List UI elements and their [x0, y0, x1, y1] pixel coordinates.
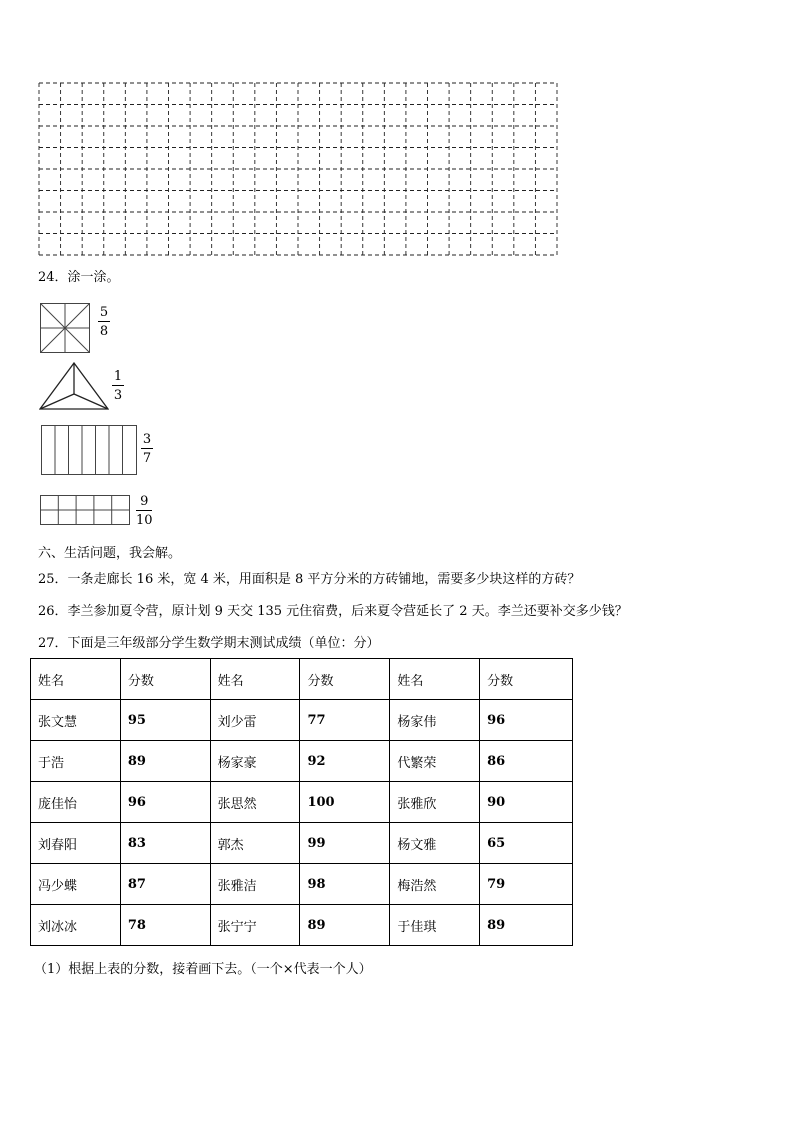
score-cell: 90: [480, 782, 573, 823]
table-row: [31, 741, 573, 782]
score-cell: 65: [480, 823, 573, 864]
student-name-cell: 冯少蝶: [31, 864, 121, 905]
fraction-denominator: 7: [142, 451, 152, 466]
fraction-numerator: 9: [140, 494, 149, 509]
score-cell: 92: [300, 741, 390, 782]
section-6-title: 六、生活问题，我会解。: [38, 546, 182, 561]
score-cell: 96: [120, 782, 210, 823]
header-score-cell: 分数: [120, 659, 210, 700]
score-cell: 86: [480, 741, 573, 782]
question-27-part-1: （1）根据上表的分数，接着画下去。（一个×代表一个人）: [34, 962, 372, 977]
score-cell: 95: [120, 700, 210, 741]
student-name-cell: 于浩: [31, 741, 121, 782]
student-name-cell: 张宁宁: [210, 905, 300, 946]
table-row: [31, 864, 573, 905]
score-cell: 99: [300, 823, 390, 864]
score-cell: 87: [120, 864, 210, 905]
fraction-denominator: 3: [113, 388, 123, 403]
fraction-3-7: [141, 432, 153, 466]
fraction-bar: [112, 385, 124, 386]
table-row: [31, 700, 573, 741]
score-cell: 89: [300, 905, 390, 946]
triangle-three-parts-figure: [39, 362, 109, 410]
table-row: [31, 905, 573, 946]
student-name-cell: 刘少雷: [210, 700, 300, 741]
dashed-drawing-grid: [38, 82, 558, 256]
student-name-cell: 梅浩然: [390, 864, 480, 905]
fraction-9-10: [136, 494, 153, 528]
table-header-row: [31, 659, 573, 700]
student-name-cell: 张文慧: [31, 700, 121, 741]
student-name-cell: 庞佳怡: [31, 782, 121, 823]
score-cell: 78: [120, 905, 210, 946]
fraction-denominator: 8: [99, 324, 109, 339]
fraction-1-3: [112, 369, 124, 403]
question-25-text: 25．一条走廊长 16 米，宽 4 米，用面积是 8 平方分米的方砖铺地，需要多少块这样的方砖？: [38, 572, 581, 587]
score-cell: 77: [300, 700, 390, 741]
header-score-cell: 分数: [480, 659, 573, 700]
rectangle-ten-parts-figure: [40, 495, 130, 525]
square-eight-parts-figure: [40, 303, 90, 353]
student-name-cell: 刘春阳: [31, 823, 121, 864]
fraction-bar: [98, 321, 110, 322]
fraction-5-8: [98, 305, 110, 339]
student-name-cell: 于佳琪: [390, 905, 480, 946]
student-name-cell: 张雅欣: [390, 782, 480, 823]
student-name-cell: 郭杰: [210, 823, 300, 864]
student-name-cell: 杨家伟: [390, 700, 480, 741]
table-row: [31, 782, 573, 823]
score-cell: 96: [480, 700, 573, 741]
score-cell: 83: [120, 823, 210, 864]
score-cell: 98: [300, 864, 390, 905]
fraction-bar: [141, 448, 153, 449]
student-name-cell: 刘冰冰: [31, 905, 121, 946]
score-cell: 100: [300, 782, 390, 823]
header-name-cell: 姓名: [210, 659, 300, 700]
header-name-cell: 姓名: [390, 659, 480, 700]
student-name-cell: 杨家豪: [210, 741, 300, 782]
fraction-bar: [136, 510, 152, 511]
score-cell: 79: [480, 864, 573, 905]
score-table: [30, 658, 573, 946]
student-name-cell: 张思然: [210, 782, 300, 823]
question-24-title: 24．涂一涂。: [38, 270, 120, 285]
fraction-numerator: 3: [142, 432, 152, 447]
question-27-text: 27．下面是三年级部分学生数学期末测试成绩（单位：分）: [38, 636, 380, 651]
score-cell: 89: [120, 741, 210, 782]
fraction-numerator: 5: [99, 305, 109, 320]
student-name-cell: 代繁荣: [390, 741, 480, 782]
student-name-cell: 杨文雅: [390, 823, 480, 864]
question-26-text: 26．李兰参加夏令营，原计划 9 天交 135 元住宿费，后来夏令营延长了 2 天。李兰还要补交多少钱？: [38, 604, 628, 619]
header-score-cell: 分数: [300, 659, 390, 700]
fraction-denominator: 10: [136, 513, 153, 528]
fraction-numerator: 1: [113, 369, 123, 384]
student-name-cell: 张雅洁: [210, 864, 300, 905]
table-row: [31, 823, 573, 864]
header-name-cell: 姓名: [31, 659, 121, 700]
rectangle-seven-parts-figure: [41, 425, 137, 475]
score-cell: 89: [480, 905, 573, 946]
